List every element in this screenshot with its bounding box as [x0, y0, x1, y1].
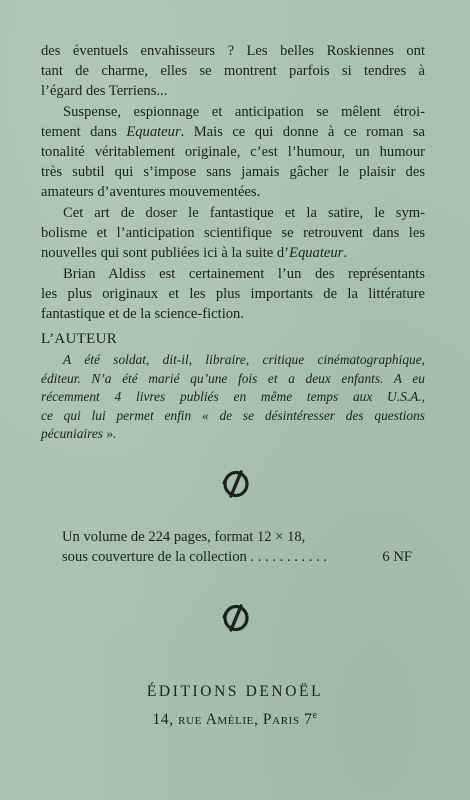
text-line: amateurs d’aventures mouvementées.	[41, 184, 261, 200]
address-arrondissement-suffix: e	[312, 710, 318, 721]
text-line: pécuniaires ».	[41, 426, 117, 441]
intro-paragraph-4	[41, 264, 425, 324]
address-street: rue Amélie	[178, 711, 254, 729]
address-number: 14,	[152, 711, 179, 729]
author-bio	[41, 351, 425, 444]
text-fragment: . Mais ce qui donne à ce roman sa	[180, 124, 425, 140]
publisher-name: ÉDITIONS DENOËL	[146, 683, 324, 700]
text-fragment: .	[343, 245, 348, 261]
book-title: Equateur	[289, 245, 344, 261]
denoel-logo-icon	[220, 470, 252, 498]
text-fragment: tement dans	[41, 124, 127, 140]
intro-paragraph-1	[41, 41, 425, 101]
text-line	[41, 122, 425, 142]
text-line: l’égard des Terriens...	[41, 83, 168, 99]
price-line	[62, 547, 412, 567]
price: 6 NF	[382, 549, 412, 565]
text-line: tant de charme, elles se montrent parfois si tendres à	[41, 63, 425, 79]
book-title: Equateur	[126, 124, 181, 140]
text-line	[41, 243, 425, 263]
text-line: Suspense, espionnage et anticipation se mêlent étroi-	[63, 104, 425, 120]
text-line: des éventuels envahisseurs ? Les belles Roskiennes ont	[41, 43, 425, 59]
intro-paragraph-3	[41, 203, 425, 263]
text-line: fantastique et de la science-fiction.	[41, 306, 245, 322]
text-fragment: nouvelles qui sont publiées ici à la suite d’	[41, 245, 290, 261]
text-line: les plus originaux et les plus importants de la littérature	[41, 286, 425, 302]
text-line: récemment 4 livres publiés en même temps aux U.S.A.,	[41, 389, 425, 404]
text-line: Cet art de doser le fantastique et la satire, le sym-	[63, 205, 425, 221]
volume-line: Un volume de 224 pages, format 12 × 18,	[62, 529, 306, 545]
publisher-address	[0, 710, 470, 729]
address-city: , Paris 7	[253, 711, 313, 729]
text-line: très subtil qui s’impose sans jamais gâcher le plaisir des	[41, 164, 425, 180]
text-line: ce qui lui permet enfin « de se désintéresser des questions	[41, 407, 425, 423]
denoel-logo-icon	[220, 604, 252, 632]
author-heading: L’AUTEUR	[41, 331, 118, 347]
intro-paragraph-2	[41, 102, 425, 202]
text-line: Brian Aldiss est certainement l’un des représentants	[63, 266, 425, 282]
text-line: tonalité véritablement originale, c’est l’humour, un humour	[41, 144, 425, 160]
text-line: A été soldat, dit-il, libraire, critique cinématographique,	[63, 352, 425, 367]
text-line: bolisme et l’anticipation scientifique se retrouvent dans les	[41, 225, 425, 241]
text-line: éditeur. N’a été marié qu’une fois et a deux enfants. A eu	[41, 370, 425, 386]
volume-info	[62, 527, 412, 567]
volume-cover-text: sous couverture de la collection . . . . . . . . . . .	[62, 549, 328, 565]
